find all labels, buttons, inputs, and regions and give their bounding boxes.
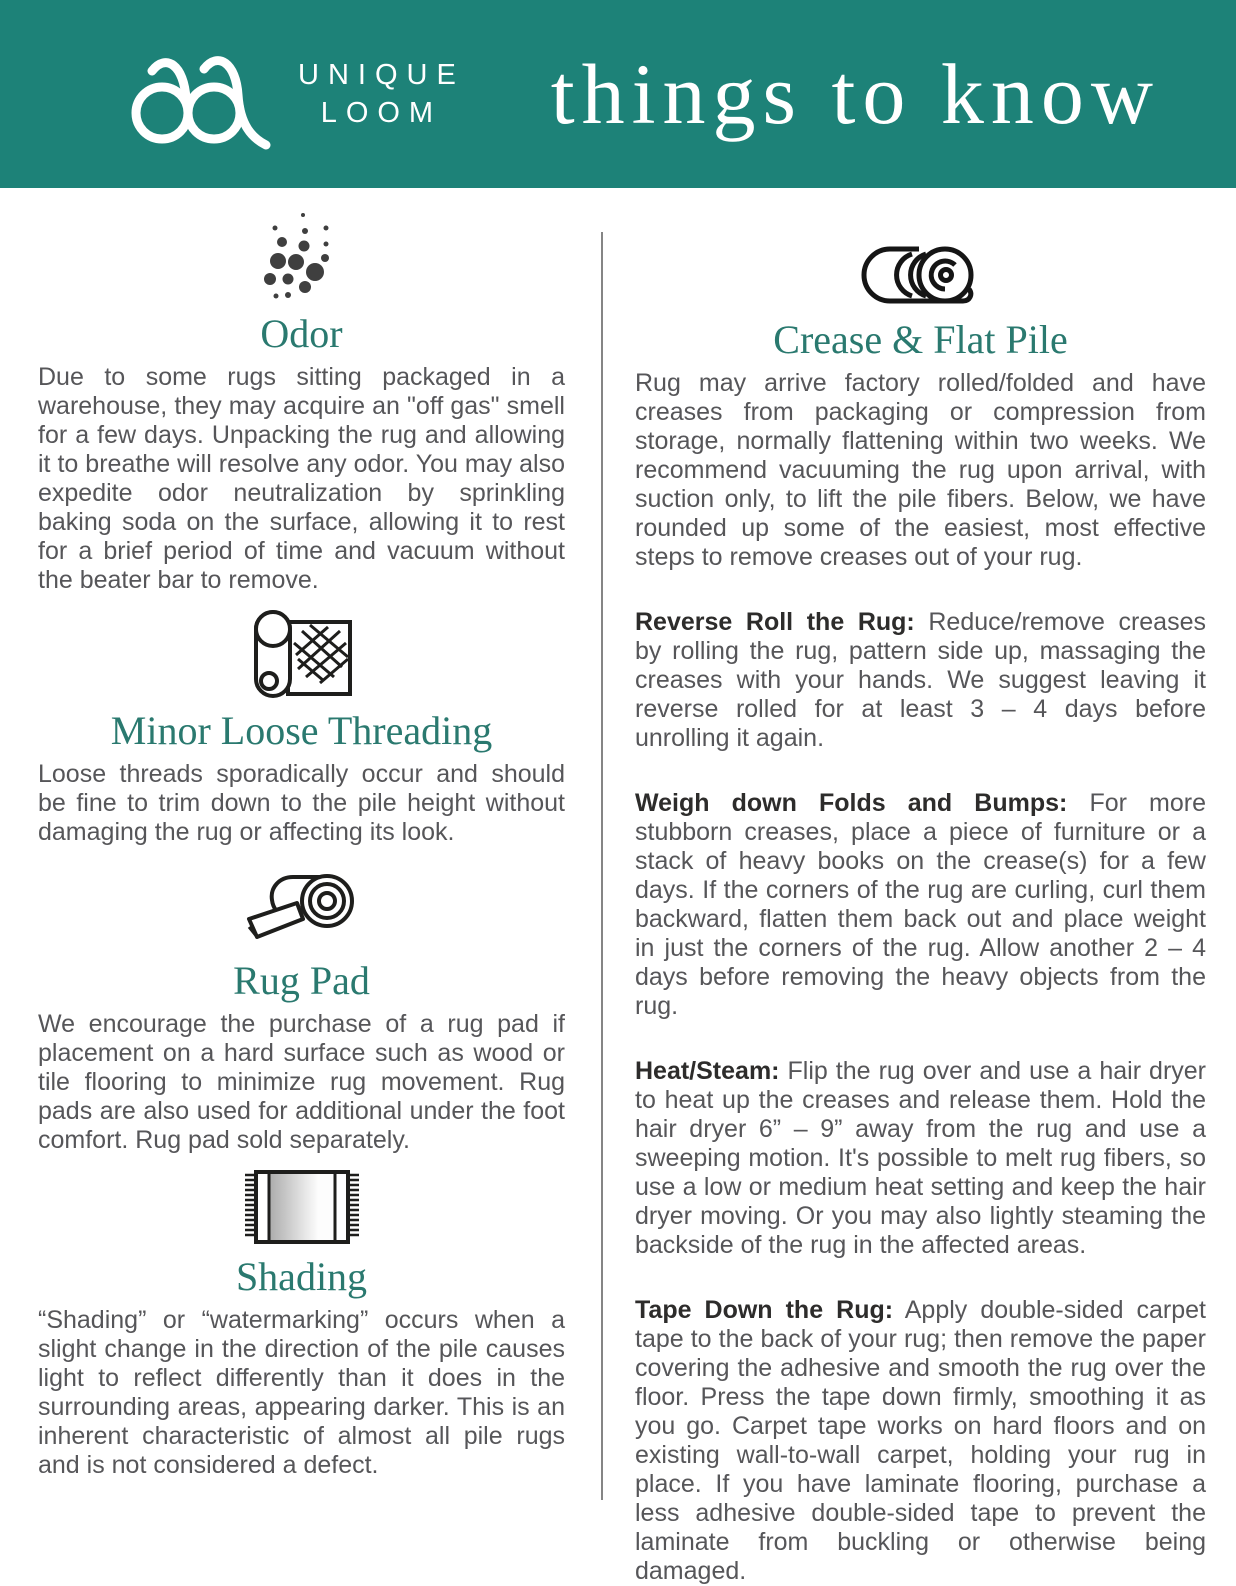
tip-reverse-roll-label: Reverse Roll the Rug: bbox=[635, 608, 915, 636]
odor-icon-row bbox=[38, 208, 565, 304]
threading-icon-row bbox=[38, 605, 565, 701]
section-heading-rug-pad: Rug Pad bbox=[233, 958, 370, 1003]
page-title: things to know bbox=[550, 46, 1160, 142]
tip-heat-steam bbox=[635, 1057, 1206, 1260]
section-minor-loose-threading bbox=[38, 605, 565, 847]
section-heading-odor: Odor bbox=[260, 311, 343, 356]
header-banner bbox=[0, 0, 1236, 188]
shading-icon-row bbox=[38, 1167, 565, 1247]
section-body-shading: “Shading” or “watermarking” occurs when a slight change in the direction of the pile causes light to reflect differently than it does in the surrounding areas, appearing darker. This is an inherent characteristic of almost all pile rugs and is not considered a defect. bbox=[38, 1306, 565, 1479]
tip-reverse-roll-text: Reduce/remove creases by rolling the rug, pattern side up, massaging the creases with your hands. We suggest leaving it reverse rolled for at least 3 – 4 days before unrolling it again. bbox=[635, 608, 1206, 752]
section-body-crease-intro: Rug may arrive factory rolled/folded and have creases from packaging or compression from storage, normally flattening within two weeks. We recommend vacuuming the rug upon arrival, with suction only, to lift the pile fibers. Below, we have rounded up some of the easiest, most effective steps to remove creases out of your rug. bbox=[635, 369, 1206, 571]
section-body-rug-pad: We encourage the purchase of a rug pad if placement on a hard surface such as wood or tile flooring to minimize rug movement. Rug pads are also used for additional under the foot comfort. Rug pad sold separately. bbox=[38, 1010, 565, 1154]
section-body-odor: Due to some rugs sitting packaged in a warehouse, they may acquire an "off gas" smell for a few days. Unpacking the rug and allowing it to breathe will resolve any odor. You may also expedite odor neutralization by sprinkling baking soda on the surface, allowing it to rest for a brief period of time and vacuum without the beater bar to remove. bbox=[38, 363, 565, 594]
column-divider bbox=[601, 232, 603, 1500]
rolled-rug-spiral-icon bbox=[857, 244, 985, 310]
section-heading-crease: Crease & Flat Pile bbox=[773, 317, 1068, 362]
tip-heat-steam-label: Heat/Steam: bbox=[635, 1057, 780, 1085]
unique-loom-logo-icon bbox=[126, 35, 278, 153]
brand-line-loom: LOOM bbox=[320, 97, 443, 129]
brand-name bbox=[298, 56, 465, 133]
crease-icon-row bbox=[635, 244, 1206, 310]
section-rug-pad bbox=[38, 867, 565, 1155]
tip-weigh-down-text: For more stubborn creases, place a piece of furniture or a stack of heavy books on the crease(s) for a few days. If the corners of the rug are curling, curl them backward, flatten them back out and place weight in just the corners of the rug. Allow another 2 – 4 days before removing the heavy objects from the rug. bbox=[635, 789, 1207, 1020]
tip-tape-down bbox=[635, 1296, 1206, 1586]
section-odor bbox=[38, 208, 565, 595]
section-heading-threading: Minor Loose Threading bbox=[110, 708, 493, 753]
brand-line-unique: UNIQUE bbox=[298, 58, 465, 91]
tip-heat-steam-text: Flip the rug over and use a hair dryer to heat up the creases and release them. Hold the hair dryer 6” – 9” away from the rug and use a sweeping motion. It's possible to melt rug fibers, so use a low or medium heat setting and keep the hair dryer moving. Or you may also lightly steaming the backside of the rug in the affected areas. bbox=[635, 1057, 1206, 1259]
rug-pad-icon-row bbox=[38, 867, 565, 951]
tip-reverse-roll bbox=[635, 608, 1206, 753]
rolled-rug-crosshatch-icon bbox=[248, 605, 356, 701]
right-column bbox=[601, 188, 1236, 1586]
section-shading bbox=[38, 1167, 565, 1480]
section-heading-shading: Shading bbox=[235, 1254, 368, 1299]
odor-dots-icon bbox=[252, 208, 352, 304]
tip-weigh-down bbox=[635, 789, 1206, 1021]
tip-weigh-down-label: Weigh down Folds and Bumps: bbox=[635, 789, 1068, 817]
content-area bbox=[0, 188, 1236, 1586]
fringed-rug-icon bbox=[242, 1167, 362, 1247]
unique-loom-logo bbox=[126, 35, 465, 153]
tip-tape-down-text: Apply double-sided carpet tape to the back of your rug; then remove the paper covering the adhesive and smooth the rug over the floor. Press the tape down firmly, smoothing it as you go. Carpet tape works on hard floors and on existing wall-to-wall carpet, holding your rug in place. If you have laminate flooring, purchase a less adhesive double-sided tape to prevent the laminate from buckling or otherwise being damaged. bbox=[635, 1296, 1207, 1585]
section-crease-flat-pile bbox=[635, 244, 1206, 1586]
left-column bbox=[0, 188, 601, 1586]
section-body-threading: Loose threads sporadically occur and should be fine to trim down to the pile height without damaging the rug or affecting its look. bbox=[38, 760, 565, 846]
tip-tape-down-label: Tape Down the Rug: bbox=[635, 1296, 894, 1324]
pad-roll-icon bbox=[243, 867, 361, 951]
